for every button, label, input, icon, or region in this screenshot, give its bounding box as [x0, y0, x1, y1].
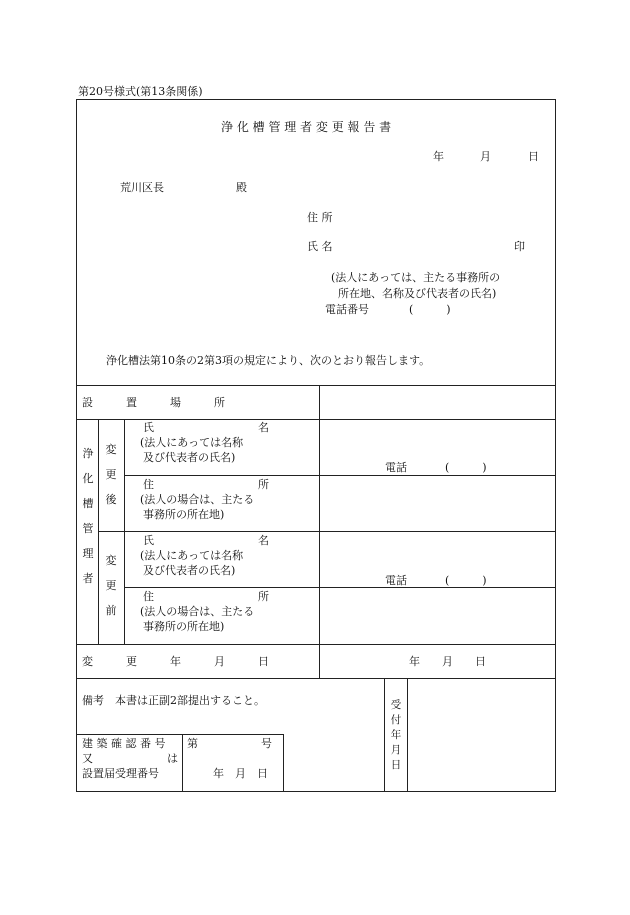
- after-addr-note-1: (法人の場合は、主たる: [140, 493, 255, 506]
- received-date-vertical-label: 受 付 年 月 日: [390, 699, 402, 771]
- before-name-label-left: 氏: [143, 534, 154, 547]
- rule-location-top: [76, 385, 556, 386]
- before-name-note-1: (法人にあっては名称: [140, 549, 244, 562]
- form-title: 浄 化 槽 管 理 者 変 更 報 告 書: [221, 120, 392, 134]
- after-name-note-2: 及び代表者の氏名): [143, 451, 236, 464]
- after-addr-note-2: 事務所の所在地): [143, 508, 225, 521]
- rule-date-top: [76, 644, 556, 645]
- after-name-label-left: 氏: [143, 421, 154, 434]
- date-year-label: 年: [433, 150, 444, 163]
- reporter-phone-paren: ( ): [409, 303, 451, 316]
- rule-building-right: [283, 734, 284, 792]
- before-name-note-2: 及び代表者の氏名): [143, 564, 236, 577]
- addressee-honorific: 殿: [236, 181, 247, 194]
- form-number-label: 第20号様式(第13条関係): [78, 85, 203, 98]
- after-name-label-right: 名: [258, 421, 269, 434]
- rule-received-right: [407, 678, 408, 792]
- reporter-phone-label: 電話番号: [325, 303, 369, 316]
- rule-received-left: [384, 678, 385, 792]
- addressee-name: 荒川区長: [120, 181, 164, 194]
- reporter-address-label: 住 所: [307, 211, 333, 224]
- rule-location-bottom: [76, 419, 556, 420]
- building-number-date: 年 月 日: [213, 767, 268, 780]
- after-addr-label-left: 住: [143, 478, 154, 491]
- after-name-note-1: (法人にあっては名称: [140, 436, 244, 449]
- rule-after-before: [98, 531, 556, 532]
- before-addr-label-right: 所: [258, 590, 269, 603]
- before-name-label-right: 名: [258, 534, 269, 547]
- change-date-label: 変 更 年 月 日: [82, 655, 269, 668]
- before-addr-note-2: 事務所の所在地): [143, 620, 225, 633]
- building-confirmation-label-3: 設置届受理番号: [82, 767, 159, 780]
- after-addr-label-right: 所: [258, 478, 269, 491]
- rule-building-mid: [182, 734, 183, 792]
- rule-before-mid: [124, 587, 556, 588]
- building-confirmation-label-1: 建 築 確 認 番 号: [82, 737, 166, 750]
- rule-date-bottom: [76, 678, 556, 679]
- before-phone-label: 電話: [385, 574, 407, 587]
- after-phone-paren: ( ): [445, 461, 487, 474]
- rule-after-mid: [124, 475, 556, 476]
- before-change-vertical-label: 変 更 前: [105, 554, 117, 617]
- corp-note-line-1: (法人にあっては、主たる事務所の: [331, 271, 501, 284]
- date-day-label: 日: [528, 150, 539, 163]
- date-month-label: 月: [480, 150, 491, 163]
- rule-col-main: [319, 385, 320, 678]
- rule-col-sub: [124, 419, 125, 644]
- building-confirmation-label-2-left: 又: [82, 752, 93, 765]
- building-number-go: 号: [261, 737, 272, 750]
- after-change-vertical-label: 変 更 後: [105, 443, 117, 506]
- before-addr-label-left: 住: [143, 590, 154, 603]
- report-statement: 浄化槽法第10条の2第3項の規定により、次のとおり報告します。: [106, 354, 431, 367]
- rule-building-top: [76, 734, 283, 735]
- building-number-dai: 第: [187, 737, 198, 750]
- reporter-name-label: 氏 名: [307, 240, 333, 253]
- location-label: 設 置 場 所: [82, 396, 225, 409]
- after-phone-label: 電話: [385, 461, 407, 474]
- manager-vertical-label: 浄 化 槽 管 理 者: [82, 447, 94, 585]
- before-addr-note-1: (法人の場合は、主たる: [140, 605, 255, 618]
- seal-mark: 印: [514, 240, 525, 253]
- remarks-text: 備考 本書は正副2部提出すること。: [82, 694, 265, 707]
- corp-note-line-2: 所在地、名称及び代表者の氏名): [338, 287, 497, 300]
- rule-col-manager: [98, 419, 99, 644]
- change-date-value: 年 月 日: [409, 655, 486, 668]
- before-phone-paren: ( ): [445, 574, 487, 587]
- building-confirmation-label-2-right: は: [167, 752, 178, 765]
